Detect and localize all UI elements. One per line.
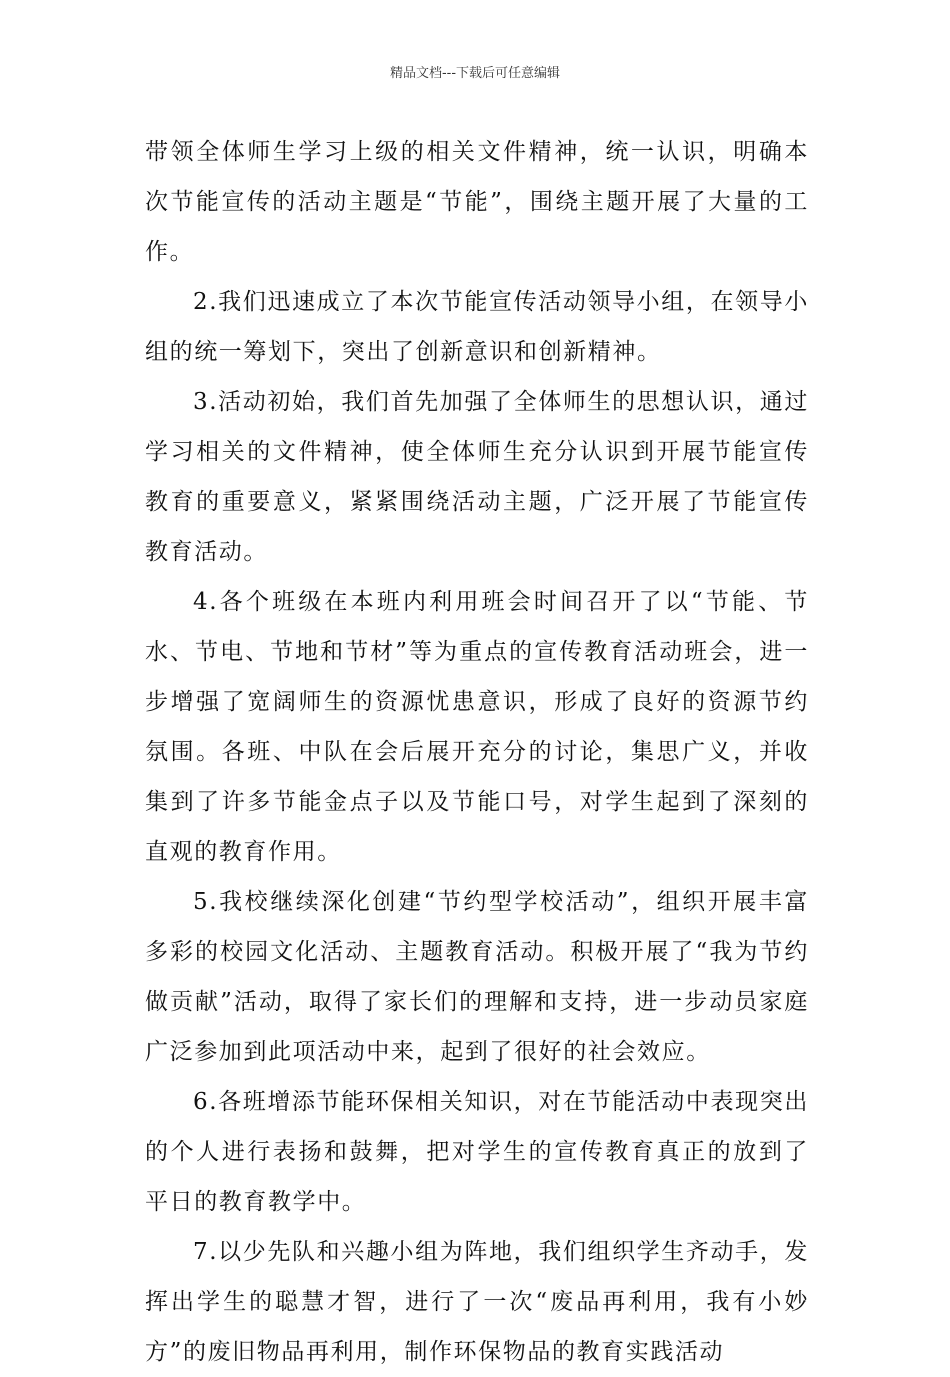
document-body xyxy=(145,127,809,1377)
paragraph-item-2: 2.我们迅速成立了本次节能宣传活动领导小组，在领导小组的统一筹划下，突出了创新意识和创新精神。 xyxy=(145,289,809,365)
paragraph-item-5: 5.我校继续深化创建“节约型学校活动”，组织开展丰富多彩的校园文化活动、主题教育活动。积极开展了“我为节约做贡献”活动，取得了家长们的理解和支持，进一步动员家庭广泛参加到此项活动中来，起到了很好的社会效应。 xyxy=(145,889,809,1065)
paragraph-item-3: 3.活动初始，我们首先加强了全体师生的思想认识，通过学习相关的文件精神，使全体师生充分认识到开展节能宣传教育的重要意义，紧紧围绕活动主题，广泛开展了节能宣传教育活动。 xyxy=(145,389,809,565)
paragraph-item-4: 4.各个班级在本班内利用班会时间召开了以“节能、节水、节电、节地和节材”等为重点的宣传教育活动班会，进一步增强了宽阔师生的资源忧患意识，形成了良好的资源节约氛围。各班、中队在会后展开充分的讨论，集思广义，并收集到了许多节能金点子以及节能口号，对学生起到了深刻的直观的教育作用。 xyxy=(145,589,809,865)
page-header: 精品文档---下载后可任意编辑 xyxy=(389,66,561,81)
paragraph-continuation: 带领全体师生学习上级的相关文件精神，统一认识，明确本次节能宣传的活动主题是“节能”，围绕主题开展了大量的工作。 xyxy=(145,139,809,265)
paragraph-item-6: 6.各班增添节能环保相关知识，对在节能活动中表现突出的个人进行表扬和鼓舞，把对学生的宣传教育真正的放到了平日的教育教学中。 xyxy=(145,1089,809,1215)
paragraph-item-7: 7.以少先队和兴趣小组为阵地，我们组织学生齐动手，发挥出学生的聪慧才智，进行了一次“废品再利用，我有小妙方”的废旧物品再利用，制作环保物品的教育实践活动 xyxy=(145,1239,809,1365)
